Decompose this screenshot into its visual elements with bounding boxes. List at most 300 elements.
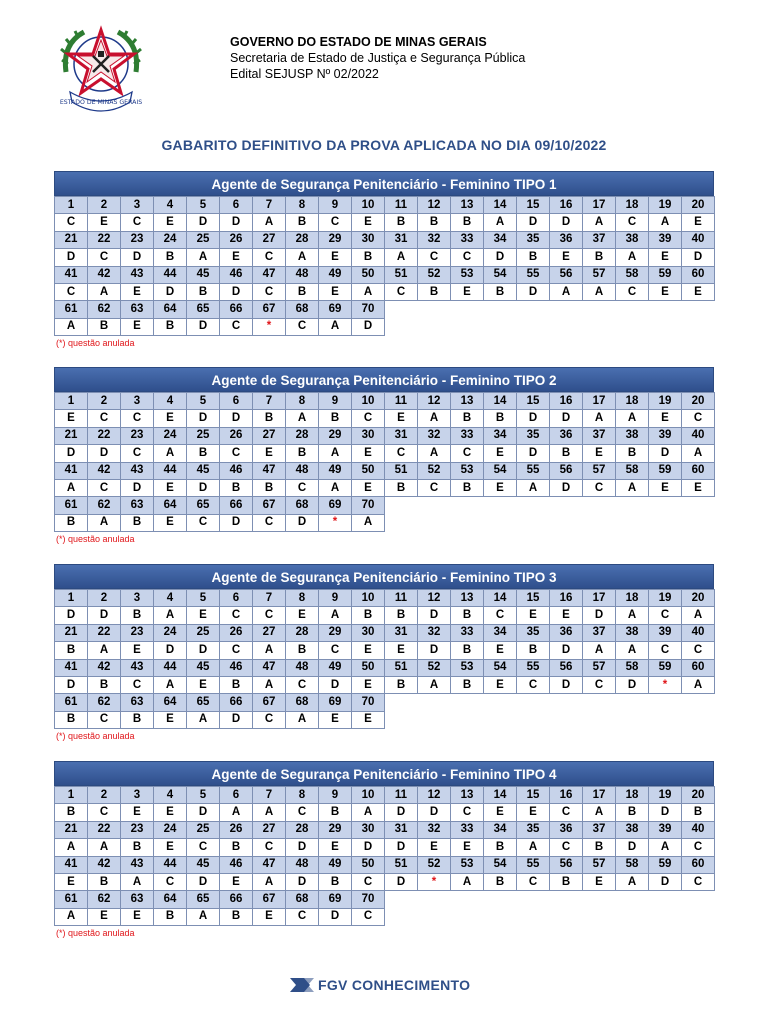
answer-cell: C bbox=[319, 642, 352, 659]
answer-cell: C bbox=[88, 479, 121, 496]
answer-cell: D bbox=[649, 873, 682, 890]
question-number: 18 bbox=[616, 787, 649, 804]
empty-cell bbox=[550, 497, 583, 514]
question-number: 28 bbox=[286, 427, 319, 444]
answer-cell: C bbox=[550, 839, 583, 856]
answer-cell: A bbox=[352, 804, 385, 821]
answer-cell: E bbox=[121, 804, 154, 821]
question-number: 64 bbox=[154, 694, 187, 711]
answer-cell: B bbox=[121, 514, 154, 531]
question-number: 58 bbox=[616, 266, 649, 283]
answer-cell: B bbox=[253, 410, 286, 427]
answer-cell: C bbox=[286, 804, 319, 821]
question-number: 27 bbox=[253, 624, 286, 641]
answer-cell: A bbox=[253, 642, 286, 659]
empty-cell bbox=[616, 711, 649, 728]
answer-cell: E bbox=[352, 479, 385, 496]
answer-cell: C bbox=[121, 676, 154, 693]
question-number: 66 bbox=[220, 497, 253, 514]
answer-cell: D bbox=[154, 283, 187, 300]
question-number: 38 bbox=[616, 427, 649, 444]
answer-cell: C bbox=[682, 873, 715, 890]
answer-cell: C bbox=[121, 445, 154, 462]
answer-cell: C bbox=[187, 839, 220, 856]
question-number: 39 bbox=[649, 624, 682, 641]
question-number: 32 bbox=[418, 821, 451, 838]
block-title: Agente de Segurança Penitenciário - Feminino TIPO 2 bbox=[54, 367, 714, 392]
answer-cell: B bbox=[682, 804, 715, 821]
answer-cell: B bbox=[352, 607, 385, 624]
answer-cell: E bbox=[352, 642, 385, 659]
answer-cell: C bbox=[220, 318, 253, 335]
question-number: 70 bbox=[352, 301, 385, 318]
answer-cell: B bbox=[88, 318, 121, 335]
question-number-row bbox=[55, 624, 715, 641]
question-number: 23 bbox=[121, 427, 154, 444]
empty-cell bbox=[418, 711, 451, 728]
empty-cell bbox=[451, 711, 484, 728]
question-number: 53 bbox=[451, 266, 484, 283]
answer-cell: E bbox=[583, 873, 616, 890]
answer-key-block-tipo-2 bbox=[54, 367, 715, 544]
question-number: 15 bbox=[517, 787, 550, 804]
question-number: 26 bbox=[220, 427, 253, 444]
answer-cell: D bbox=[187, 804, 220, 821]
answer-cell: C bbox=[616, 214, 649, 231]
question-number: 37 bbox=[583, 427, 616, 444]
question-number: 14 bbox=[484, 197, 517, 214]
answer-cell: C bbox=[286, 479, 319, 496]
question-number: 34 bbox=[484, 427, 517, 444]
empty-cell bbox=[418, 301, 451, 318]
question-number: 14 bbox=[484, 393, 517, 410]
answer-cell: C bbox=[55, 214, 88, 231]
answer-cell: E bbox=[319, 283, 352, 300]
answer-cell: A bbox=[616, 642, 649, 659]
header-edital: Edital SEJUSP Nº 02/2022 bbox=[230, 67, 379, 81]
answer-cell: E bbox=[55, 873, 88, 890]
answer-cell: A bbox=[319, 479, 352, 496]
empty-cell bbox=[682, 318, 715, 335]
answer-cell: B bbox=[220, 676, 253, 693]
answer-cell: E bbox=[352, 445, 385, 462]
header-secretariat: Secretaria de Estado de Justiça e Segurança Pública bbox=[230, 51, 526, 65]
answer-cell: D bbox=[616, 676, 649, 693]
answer-row bbox=[55, 804, 715, 821]
answer-cell: C bbox=[253, 514, 286, 531]
question-number: 27 bbox=[253, 427, 286, 444]
empty-cell bbox=[385, 318, 418, 335]
answer-cell: A bbox=[88, 514, 121, 531]
question-number: 43 bbox=[121, 856, 154, 873]
question-number: 33 bbox=[451, 231, 484, 248]
answer-cell: B bbox=[385, 676, 418, 693]
answer-cell: B bbox=[55, 711, 88, 728]
answer-cell: E bbox=[385, 642, 418, 659]
question-number: 49 bbox=[319, 659, 352, 676]
question-number: 31 bbox=[385, 624, 418, 641]
question-number: 64 bbox=[154, 497, 187, 514]
answer-cell: A bbox=[583, 410, 616, 427]
question-number: 28 bbox=[286, 231, 319, 248]
question-number: 61 bbox=[55, 891, 88, 908]
answer-cell: B bbox=[583, 249, 616, 266]
question-number: 14 bbox=[484, 590, 517, 607]
question-number: 49 bbox=[319, 856, 352, 873]
answer-cell: E bbox=[319, 711, 352, 728]
question-number: 19 bbox=[649, 393, 682, 410]
question-number: 55 bbox=[517, 462, 550, 479]
empty-cell bbox=[550, 318, 583, 335]
answer-cell: E bbox=[352, 711, 385, 728]
answer-cell: A bbox=[616, 249, 649, 266]
answer-cell: B bbox=[88, 676, 121, 693]
answer-cell: A bbox=[418, 676, 451, 693]
empty-cell bbox=[616, 497, 649, 514]
question-number: 53 bbox=[451, 659, 484, 676]
empty-cell bbox=[550, 891, 583, 908]
answer-cell: B bbox=[451, 607, 484, 624]
answer-cell: C bbox=[55, 283, 88, 300]
question-number: 63 bbox=[121, 891, 154, 908]
answer-cell: A bbox=[682, 445, 715, 462]
empty-cell bbox=[484, 908, 517, 925]
question-number: 45 bbox=[187, 462, 220, 479]
question-number: 38 bbox=[616, 821, 649, 838]
answer-cell: E bbox=[649, 283, 682, 300]
answer-cell: C bbox=[88, 804, 121, 821]
answer-cell: A bbox=[319, 607, 352, 624]
answer-cell: D bbox=[187, 642, 220, 659]
question-number: 34 bbox=[484, 821, 517, 838]
empty-cell bbox=[583, 301, 616, 318]
empty-cell bbox=[649, 301, 682, 318]
answer-cell: B bbox=[319, 804, 352, 821]
answer-cell: B bbox=[121, 839, 154, 856]
answer-cell: D bbox=[88, 607, 121, 624]
empty-cell bbox=[682, 891, 715, 908]
question-number: 33 bbox=[451, 427, 484, 444]
answer-cell: E bbox=[484, 445, 517, 462]
answer-cell: A bbox=[451, 873, 484, 890]
answer-cell: C bbox=[88, 711, 121, 728]
block-title: Agente de Segurança Penitenciário - Feminino TIPO 3 bbox=[54, 564, 714, 589]
question-number: 70 bbox=[352, 891, 385, 908]
question-number: 41 bbox=[55, 659, 88, 676]
question-number: 43 bbox=[121, 266, 154, 283]
answer-cell: D bbox=[55, 249, 88, 266]
answer-cell: A bbox=[616, 479, 649, 496]
state-seal-logo bbox=[58, 24, 144, 118]
question-number-row bbox=[55, 821, 715, 838]
empty-cell bbox=[616, 891, 649, 908]
question-number: 50 bbox=[352, 266, 385, 283]
empty-cell bbox=[550, 514, 583, 531]
answer-cell: B bbox=[286, 283, 319, 300]
answer-cell: B bbox=[550, 873, 583, 890]
question-number: 22 bbox=[88, 231, 121, 248]
answer-cell: A bbox=[517, 479, 550, 496]
empty-cell bbox=[451, 318, 484, 335]
answer-cell: B bbox=[55, 642, 88, 659]
question-number: 38 bbox=[616, 231, 649, 248]
answer-cell: B bbox=[121, 711, 154, 728]
question-number: 65 bbox=[187, 891, 220, 908]
question-number: 42 bbox=[88, 856, 121, 873]
answer-cell: B bbox=[187, 445, 220, 462]
question-number: 17 bbox=[583, 393, 616, 410]
question-number: 5 bbox=[187, 393, 220, 410]
question-number: 15 bbox=[517, 197, 550, 214]
answer-key-block-tipo-3 bbox=[54, 564, 715, 741]
answer-cell: B bbox=[55, 804, 88, 821]
answer-cell: E bbox=[484, 479, 517, 496]
answer-cell: B bbox=[484, 410, 517, 427]
question-number: 57 bbox=[583, 856, 616, 873]
question-number: 15 bbox=[517, 590, 550, 607]
question-number: 16 bbox=[550, 197, 583, 214]
question-number: 8 bbox=[286, 787, 319, 804]
question-number: 8 bbox=[286, 197, 319, 214]
question-number: 39 bbox=[649, 231, 682, 248]
question-number: 49 bbox=[319, 462, 352, 479]
answer-cell: E bbox=[154, 839, 187, 856]
answer-cell: E bbox=[418, 839, 451, 856]
answer-cell: A bbox=[88, 283, 121, 300]
question-number-row bbox=[55, 891, 715, 908]
question-number: 30 bbox=[352, 624, 385, 641]
question-number: 50 bbox=[352, 462, 385, 479]
answer-cell: B bbox=[451, 410, 484, 427]
answer-cell: C bbox=[517, 676, 550, 693]
question-number: 67 bbox=[253, 497, 286, 514]
question-number: 18 bbox=[616, 197, 649, 214]
question-number: 40 bbox=[682, 231, 715, 248]
empty-cell bbox=[616, 908, 649, 925]
question-number: 36 bbox=[550, 624, 583, 641]
answer-cell: E bbox=[88, 214, 121, 231]
answer-cell: D bbox=[187, 873, 220, 890]
question-number: 26 bbox=[220, 624, 253, 641]
answer-cell: D bbox=[385, 839, 418, 856]
question-number: 39 bbox=[649, 821, 682, 838]
question-number: 48 bbox=[286, 462, 319, 479]
empty-cell bbox=[418, 694, 451, 711]
question-number: 21 bbox=[55, 231, 88, 248]
question-number: 1 bbox=[55, 393, 88, 410]
answer-cell: C bbox=[319, 214, 352, 231]
question-number: 36 bbox=[550, 427, 583, 444]
empty-cell bbox=[451, 908, 484, 925]
empty-cell bbox=[649, 908, 682, 925]
question-number: 42 bbox=[88, 659, 121, 676]
question-number: 46 bbox=[220, 856, 253, 873]
empty-cell bbox=[484, 301, 517, 318]
answer-cell: A bbox=[550, 283, 583, 300]
answer-row bbox=[55, 249, 715, 266]
question-number: 66 bbox=[220, 694, 253, 711]
question-number: 70 bbox=[352, 694, 385, 711]
question-number: 40 bbox=[682, 821, 715, 838]
question-number: 51 bbox=[385, 856, 418, 873]
answer-cell: B bbox=[187, 283, 220, 300]
question-number: 62 bbox=[88, 694, 121, 711]
answer-cell: C bbox=[253, 839, 286, 856]
question-number: 44 bbox=[154, 659, 187, 676]
answer-table bbox=[54, 589, 715, 729]
question-number: 66 bbox=[220, 301, 253, 318]
answer-cell: A bbox=[55, 908, 88, 925]
answer-row bbox=[55, 445, 715, 462]
answer-cell: A bbox=[253, 214, 286, 231]
answer-cell: E bbox=[484, 676, 517, 693]
answer-cell: E bbox=[451, 839, 484, 856]
question-number: 20 bbox=[682, 787, 715, 804]
answer-cell: E bbox=[154, 214, 187, 231]
empty-cell bbox=[385, 694, 418, 711]
question-number: 50 bbox=[352, 659, 385, 676]
question-number: 30 bbox=[352, 427, 385, 444]
answer-cell: E bbox=[649, 479, 682, 496]
answer-cell: B bbox=[418, 214, 451, 231]
question-number: 6 bbox=[220, 590, 253, 607]
empty-cell bbox=[682, 497, 715, 514]
answer-cell: D bbox=[550, 479, 583, 496]
question-number: 42 bbox=[88, 462, 121, 479]
empty-cell bbox=[451, 497, 484, 514]
question-number: 5 bbox=[187, 590, 220, 607]
question-number: 30 bbox=[352, 821, 385, 838]
question-number: 18 bbox=[616, 393, 649, 410]
answer-cell: A bbox=[154, 607, 187, 624]
question-number: 12 bbox=[418, 197, 451, 214]
answer-row bbox=[55, 676, 715, 693]
answer-cell: D bbox=[121, 479, 154, 496]
answer-cell: B bbox=[319, 873, 352, 890]
answer-cell: C bbox=[286, 908, 319, 925]
answer-cell: D bbox=[517, 283, 550, 300]
answer-cell: C bbox=[385, 283, 418, 300]
answer-cell: B bbox=[286, 214, 319, 231]
answer-cell: E bbox=[484, 642, 517, 659]
answer-cell: B bbox=[451, 642, 484, 659]
empty-cell bbox=[649, 891, 682, 908]
empty-cell bbox=[649, 497, 682, 514]
question-number: 47 bbox=[253, 266, 286, 283]
empty-cell bbox=[616, 318, 649, 335]
empty-cell bbox=[649, 694, 682, 711]
annulled-question-note: (*) questão anulada bbox=[56, 534, 135, 545]
answer-cell: B bbox=[286, 445, 319, 462]
question-number: 24 bbox=[154, 231, 187, 248]
question-number: 52 bbox=[418, 659, 451, 676]
question-number: 25 bbox=[187, 821, 220, 838]
answer-cell: D bbox=[484, 249, 517, 266]
question-number: 47 bbox=[253, 856, 286, 873]
answer-cell: A bbox=[418, 410, 451, 427]
empty-cell bbox=[583, 908, 616, 925]
empty-cell bbox=[385, 497, 418, 514]
empty-cell bbox=[451, 301, 484, 318]
answer-cell: B bbox=[616, 445, 649, 462]
answer-cell: D bbox=[154, 642, 187, 659]
question-number: 42 bbox=[88, 266, 121, 283]
answer-cell: B bbox=[451, 214, 484, 231]
fgv-logo bbox=[290, 975, 470, 995]
question-number: 47 bbox=[253, 462, 286, 479]
answer-cell: D bbox=[550, 410, 583, 427]
answer-cell: C bbox=[517, 873, 550, 890]
answer-cell: B bbox=[385, 607, 418, 624]
empty-cell bbox=[418, 318, 451, 335]
answer-cell: C bbox=[682, 642, 715, 659]
empty-cell bbox=[550, 908, 583, 925]
question-number: 37 bbox=[583, 821, 616, 838]
answer-cell: B bbox=[154, 318, 187, 335]
answer-row bbox=[55, 711, 715, 728]
answer-cell: D bbox=[385, 873, 418, 890]
answer-cell: D bbox=[517, 214, 550, 231]
answer-cell: E bbox=[187, 676, 220, 693]
answer-cell: E bbox=[649, 249, 682, 266]
empty-cell bbox=[649, 711, 682, 728]
question-number: 31 bbox=[385, 427, 418, 444]
question-number: 36 bbox=[550, 231, 583, 248]
answer-cell: B bbox=[154, 908, 187, 925]
empty-cell bbox=[682, 514, 715, 531]
answer-cell: B bbox=[451, 479, 484, 496]
empty-cell bbox=[682, 301, 715, 318]
answer-cell: D bbox=[517, 410, 550, 427]
question-number: 68 bbox=[286, 497, 319, 514]
answer-cell: D bbox=[682, 249, 715, 266]
answer-cell: B bbox=[88, 873, 121, 890]
question-number: 8 bbox=[286, 590, 319, 607]
empty-cell bbox=[649, 514, 682, 531]
answer-cell: E bbox=[55, 410, 88, 427]
answer-cell: E bbox=[682, 283, 715, 300]
empty-cell bbox=[583, 514, 616, 531]
answer-row bbox=[55, 514, 715, 531]
question-number: 24 bbox=[154, 427, 187, 444]
answer-cell: E bbox=[121, 283, 154, 300]
answer-cell: D bbox=[319, 676, 352, 693]
empty-cell bbox=[649, 318, 682, 335]
annulled-question-note: (*) questão anulada bbox=[56, 731, 135, 742]
question-number-row bbox=[55, 197, 715, 214]
question-number: 44 bbox=[154, 856, 187, 873]
question-number: 31 bbox=[385, 821, 418, 838]
answer-row bbox=[55, 607, 715, 624]
answer-cell: A bbox=[187, 711, 220, 728]
answer-cell: D bbox=[418, 607, 451, 624]
question-number: 41 bbox=[55, 462, 88, 479]
answer-cell: A bbox=[319, 445, 352, 462]
answer-cell: A bbox=[583, 642, 616, 659]
question-number: 50 bbox=[352, 856, 385, 873]
empty-cell bbox=[517, 908, 550, 925]
answer-cell: A bbox=[649, 214, 682, 231]
answer-cell: B bbox=[451, 676, 484, 693]
question-number: 29 bbox=[319, 624, 352, 641]
empty-cell bbox=[517, 514, 550, 531]
question-number: 35 bbox=[517, 231, 550, 248]
answer-cell: A bbox=[682, 607, 715, 624]
question-number: 65 bbox=[187, 497, 220, 514]
answer-cell: D bbox=[55, 445, 88, 462]
answer-cell: B bbox=[517, 642, 550, 659]
question-number: 67 bbox=[253, 891, 286, 908]
